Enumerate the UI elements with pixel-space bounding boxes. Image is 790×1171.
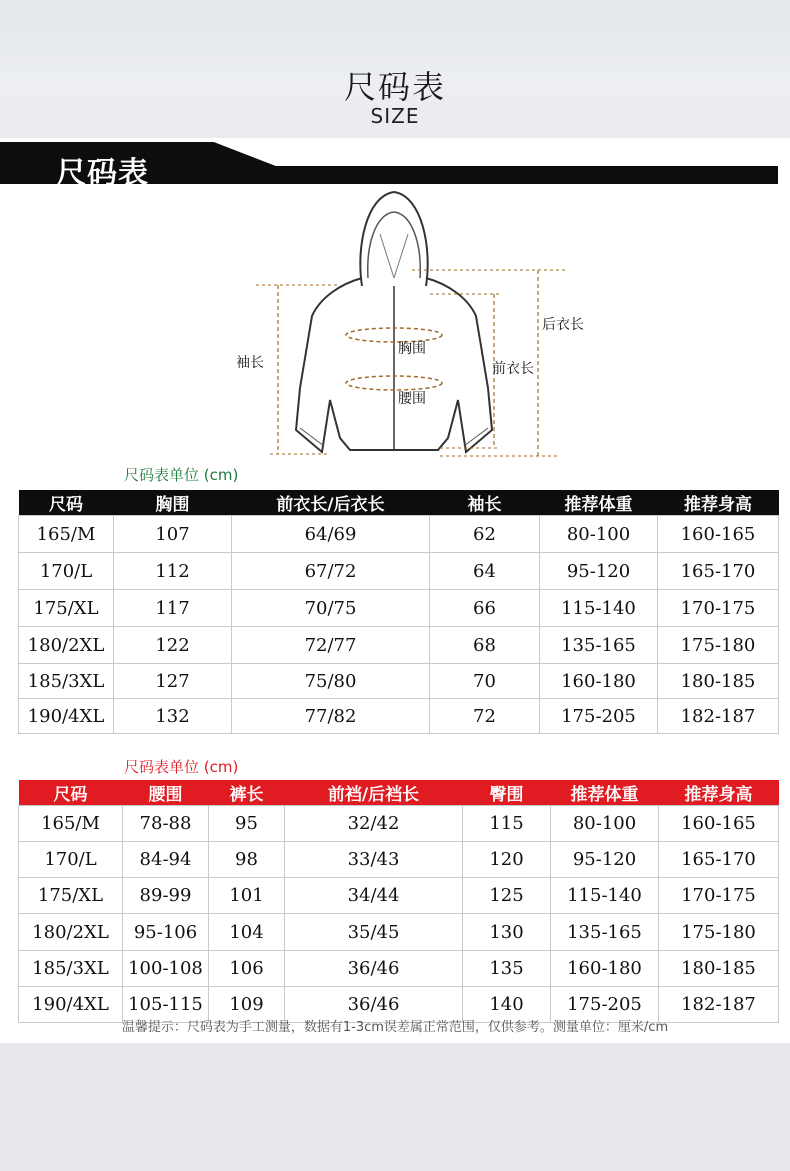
front-length-label: 前衣长 <box>492 361 534 377</box>
table-row <box>19 914 779 951</box>
table-cell: 180-185 <box>658 664 779 699</box>
table-row <box>19 553 779 590</box>
table-cell: 72/77 <box>232 627 430 664</box>
table-cell: 182-187 <box>658 699 779 734</box>
table-cell: 175-205 <box>540 699 658 734</box>
table-cell: 130 <box>463 914 551 951</box>
page-footer-band <box>0 1043 790 1171</box>
table-cell: 165-170 <box>659 842 779 878</box>
table-cell: 100-108 <box>123 951 209 987</box>
table-cell: 84-94 <box>123 842 209 878</box>
table-cell: 115-140 <box>551 878 659 914</box>
banner-title: 尺码表 <box>56 156 149 191</box>
table2-header-hip: 臀围 <box>463 780 551 806</box>
page-header <box>0 0 790 138</box>
table-cell: 165/M <box>19 516 114 553</box>
table-cell: 33/43 <box>285 842 463 878</box>
table-cell: 165-170 <box>658 553 779 590</box>
table-cell: 95-106 <box>123 914 209 951</box>
table-cell: 175/XL <box>19 878 123 914</box>
table1-header-weight: 推荐体重 <box>540 490 658 516</box>
table1-header-height: 推荐身高 <box>658 490 779 516</box>
table-cell: 160-165 <box>659 806 779 842</box>
table-cell: 112 <box>114 553 232 590</box>
table1-header-length: 前衣长/后衣长 <box>232 490 430 516</box>
table-row <box>19 878 779 914</box>
table-cell: 160-165 <box>658 516 779 553</box>
table-cell: 98 <box>209 842 285 878</box>
table2-header-rise: 前裆/后裆长 <box>285 780 463 806</box>
table-cell: 117 <box>114 590 232 627</box>
table-cell: 190/4XL <box>19 699 114 734</box>
table-cell: 104 <box>209 914 285 951</box>
table-cell: 115 <box>463 806 551 842</box>
sleeve-length-label: 袖长 <box>236 355 264 371</box>
table-cell: 106 <box>209 951 285 987</box>
top-size-table <box>18 490 779 734</box>
table1-header-row <box>19 490 779 516</box>
table-cell: 180/2XL <box>19 627 114 664</box>
table1-header-sleeve: 袖长 <box>430 490 540 516</box>
table-cell: 120 <box>463 842 551 878</box>
size-chart-sheet <box>0 138 790 1043</box>
table-row <box>19 842 779 878</box>
table-row <box>19 516 779 553</box>
table-row <box>19 590 779 627</box>
table-cell: 62 <box>430 516 540 553</box>
table2-header-size: 尺码 <box>19 780 123 806</box>
table-cell: 182-187 <box>659 987 779 1023</box>
table-cell: 68 <box>430 627 540 664</box>
pants-size-table <box>18 780 779 1023</box>
table2-header-weight: 推荐体重 <box>551 780 659 806</box>
table-cell: 105-115 <box>123 987 209 1023</box>
table-cell: 32/42 <box>285 806 463 842</box>
table-cell: 180-185 <box>659 951 779 987</box>
table-cell: 135-165 <box>540 627 658 664</box>
table-cell: 95-120 <box>551 842 659 878</box>
table-cell: 80-100 <box>540 516 658 553</box>
waist-label: 腰围 <box>398 391 426 407</box>
table-cell: 175-180 <box>659 914 779 951</box>
table-cell: 170/L <box>19 842 123 878</box>
table-cell: 175/XL <box>19 590 114 627</box>
back-length-label: 后衣长 <box>542 317 584 333</box>
table2-header-row <box>19 780 779 806</box>
table-cell: 170-175 <box>658 590 779 627</box>
jacket-measurement-diagram <box>0 138 790 478</box>
table1-header-chest: 胸围 <box>114 490 232 516</box>
table-cell: 109 <box>209 987 285 1023</box>
table-row <box>19 627 779 664</box>
table-cell: 127 <box>114 664 232 699</box>
table-cell: 75/80 <box>232 664 430 699</box>
table-row <box>19 664 779 699</box>
table-cell: 115-140 <box>540 590 658 627</box>
table-cell: 107 <box>114 516 232 553</box>
table-cell: 185/3XL <box>19 664 114 699</box>
table-cell: 70/75 <box>232 590 430 627</box>
table-row <box>19 699 779 734</box>
table-cell: 160-180 <box>540 664 658 699</box>
table-cell: 95 <box>209 806 285 842</box>
measurement-note: 温馨提示：尺码表为手工测量，数据有1-3cm误差属正常范围，仅供参考。测量单位：厘米/cm <box>121 1020 669 1035</box>
jacket-illustration <box>0 138 790 478</box>
table1-unit-label: 尺码表单位 (cm) <box>124 466 239 484</box>
table-cell: 80-100 <box>551 806 659 842</box>
table2-unit-label: 尺码表单位 (cm) <box>124 758 239 776</box>
table-cell: 36/46 <box>285 951 463 987</box>
table-cell: 165/M <box>19 806 123 842</box>
table2-header-pants-length: 裤长 <box>209 780 285 806</box>
table-cell: 190/4XL <box>19 987 123 1023</box>
chest-label: 胸围 <box>398 341 426 357</box>
page-subtitle: SIZE <box>370 104 420 128</box>
table2-header-waist: 腰围 <box>123 780 209 806</box>
table-cell: 170-175 <box>659 878 779 914</box>
table-cell: 122 <box>114 627 232 664</box>
table-cell: 101 <box>209 878 285 914</box>
table-cell: 175-205 <box>551 987 659 1023</box>
table-cell: 160-180 <box>551 951 659 987</box>
table-cell: 34/44 <box>285 878 463 914</box>
table-cell: 180/2XL <box>19 914 123 951</box>
table-cell: 70 <box>430 664 540 699</box>
table-row <box>19 951 779 987</box>
table-cell: 67/72 <box>232 553 430 590</box>
table-cell: 78-88 <box>123 806 209 842</box>
page-title: 尺码表 <box>343 68 446 106</box>
table-cell: 95-120 <box>540 553 658 590</box>
table-cell: 140 <box>463 987 551 1023</box>
table-cell: 35/45 <box>285 914 463 951</box>
table-cell: 132 <box>114 699 232 734</box>
table-cell: 135-165 <box>551 914 659 951</box>
table-cell: 66 <box>430 590 540 627</box>
table-cell: 170/L <box>19 553 114 590</box>
table-cell: 185/3XL <box>19 951 123 987</box>
table-cell: 89-99 <box>123 878 209 914</box>
table-cell: 72 <box>430 699 540 734</box>
table-cell: 125 <box>463 878 551 914</box>
table-row <box>19 806 779 842</box>
table1-header-size: 尺码 <box>19 490 114 516</box>
table-cell: 64/69 <box>232 516 430 553</box>
table2-header-height: 推荐身高 <box>659 780 779 806</box>
table-cell: 64 <box>430 553 540 590</box>
table-cell: 77/82 <box>232 699 430 734</box>
table-cell: 135 <box>463 951 551 987</box>
table-cell: 175-180 <box>658 627 779 664</box>
table-cell: 36/46 <box>285 987 463 1023</box>
